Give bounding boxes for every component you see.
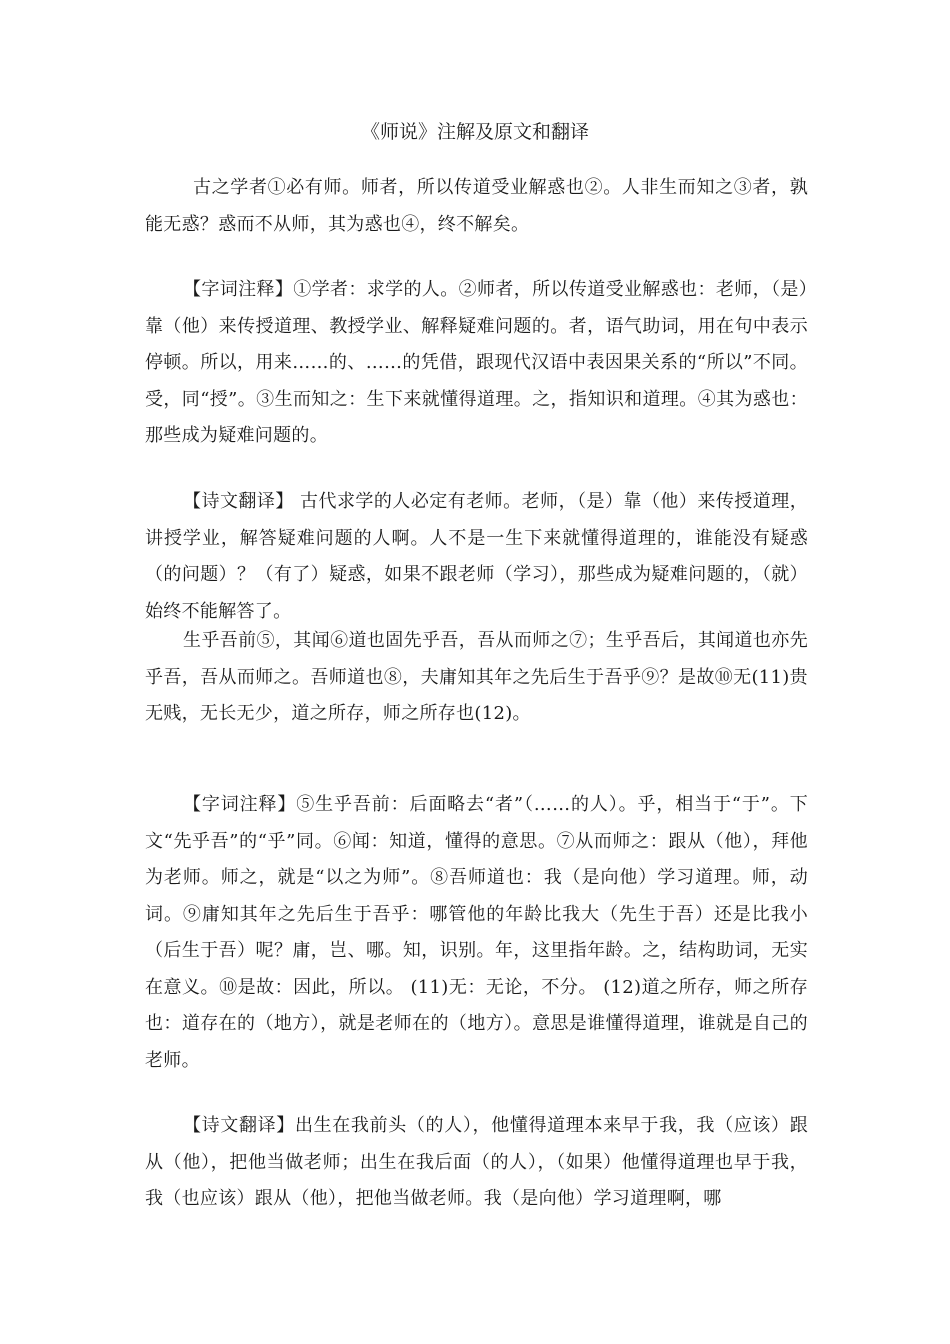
translation-paragraph-1: 【诗文翻译】 古代求学的人必定有老师。老师，（是）靠（他）来传授道理，讲授学业，解答疑难问题的人啊。人不是一生下来就懂得道理的，谁能没有疑惑（的问题）？（有了）疑惑，如果不跟老师（学习），那些成为疑难问题的，（就）始终不能解答了。 [145, 491, 808, 622]
word-notes-paragraph-1: 【字词注释】①学者：求学的人。②师者，所以传道受业解惑也：老师，（是）靠（他）来传授道理、教授学业、解释疑难问题的。者，语气助词，用在句中表示停顿。所以，用来……的、……的凭借，跟现代汉语中表因果关系的“所以”不同。受，同“授”。③生而知之：生下来就懂得道理。之，指知识和道理。④其为惑也：那些成为疑难问题的。 [145, 279, 808, 446]
document-title: 《师说》注解及原文和翻译 [360, 121, 589, 143]
word-notes-paragraph-2: 【字词注释】⑤生乎吾前：后面略去“者”（……的人）。乎，相当于“于”。下文“先乎吾”的“乎”同。⑥闻：知道，懂得的意思。⑦从而师之：跟从（他），拜他为老师。师之，就是“以之为师”。⑧吾师道也：我（是向他）学习道理。师，动词。⑨庸知其年之先后生于吾乎：哪管他的年龄比我大（先生于吾）还是比我小（后生于吾）呢？庸，岂、哪。知，识别。年，这里指年龄。之，结构助词，无实在意义。⑩是故：因此，所以。 (11)无：无论，不分。 (12)道之所存，师之所存也：道存在的（地方），就是老师在的（地方）。意思是谁懂得道理，谁就是自己的老师。 [145, 794, 808, 1071]
original-text-paragraph-2: 生乎吾前⑤，其闻⑥道也固先乎吾，吾从而师之⑦；生乎吾后，其闻道也亦先乎吾，吾从而师之。吾师道也⑧，夫庸知其年之先后生于吾乎⑨？是故⑩无(11)贵无贱，无长无少，道之所存，师之所存也(12)。 [145, 630, 808, 724]
translation-paragraph-2: 【诗文翻译】出生在我前头（的人），他懂得道理本来早于我，我（应该）跟从（他），把他当做老师；出生在我后面（的人），（如果）他懂得道理也早于我，我（也应该）跟从（他），把他当做老师。我（是向他）学习道理啊，哪 [145, 1115, 808, 1209]
original-text-paragraph-1: 古之学者①必有师。师者，所以传道受业解惑也②。人非生而知之③者，孰能无惑？惑而不从师，其为惑也④，终不解矣。 [145, 177, 808, 235]
